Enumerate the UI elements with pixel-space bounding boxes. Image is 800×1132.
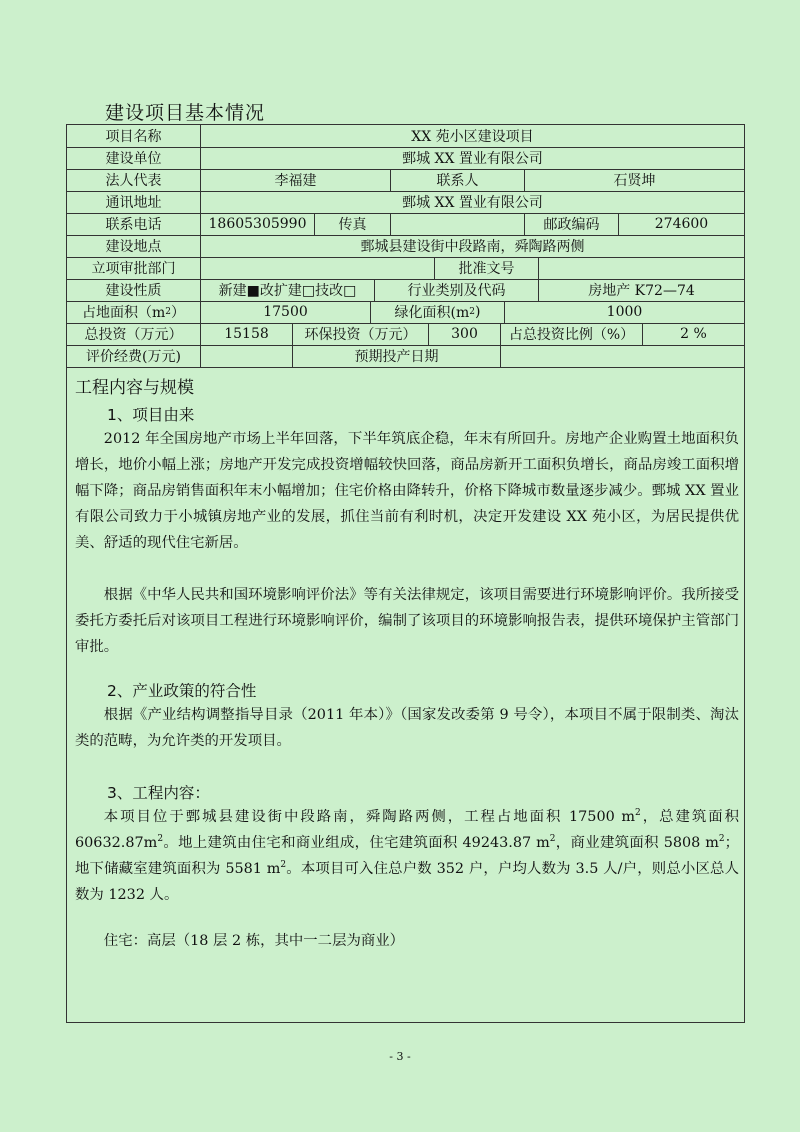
superscript: 2	[549, 834, 556, 845]
env-invest-label: 环保投资（万元）	[293, 323, 429, 345]
area-label: 占地面积（m 2 ）	[67, 301, 201, 323]
superscript: 2	[718, 834, 725, 845]
prod-date-value	[501, 345, 744, 367]
invest-value: 15158	[201, 323, 293, 345]
project-name-value: XX 苑小区建设项目	[411, 129, 534, 145]
subsection-title: 2、产业政策的符合性	[107, 682, 257, 700]
industry-value: 房地产 K72—74	[588, 283, 695, 299]
page-title: 建设项目基本情况	[105, 102, 266, 124]
paragraph-part: ，商业建筑面积 5808 m	[555, 835, 719, 851]
postcode-label: 邮政编码	[525, 213, 619, 235]
nature-value: 新建■改扩建□技改□	[201, 279, 375, 301]
table-row	[67, 279, 744, 302]
fax-label: 传真	[315, 213, 391, 235]
table-row	[67, 213, 744, 236]
table-row	[67, 345, 744, 368]
area-value: 17500	[201, 301, 371, 323]
legal-rep-label: 法人代表	[67, 169, 201, 191]
phone-value: 18605305990	[201, 213, 315, 235]
paragraph: 根据《产业结构调整指导目录（2011 年本）》（国家发改委第 9 号令），本项目不属于限制类、淘汰类的范畴，为允许类的开发项目。	[75, 707, 739, 749]
table-row	[67, 301, 744, 324]
project-name-label: 项目名称	[67, 125, 201, 147]
table-row	[67, 235, 744, 258]
legal-rep-value: 李福建	[201, 169, 391, 191]
table-row	[67, 169, 744, 192]
fee-value	[201, 345, 293, 367]
subsection-title: 3、工程内容：	[107, 784, 210, 802]
contact-label: 联系人	[391, 169, 525, 191]
contact-value: 石贤坤	[613, 173, 656, 189]
paragraph: 住宅：高层（18 层 2 栋，其中一二层为商业）	[103, 933, 405, 949]
table-row	[67, 257, 744, 280]
approval-dept-value	[201, 257, 435, 279]
subsection-title: 1、项目由来	[107, 406, 195, 424]
paragraph-part: ；地下储藏室建筑面积为 5581 m	[75, 835, 740, 877]
paragraph-part: 。地上建筑由住宅和商业组成，住宅建筑面积 49243.87 m	[163, 835, 550, 851]
prod-date-label: 预期投产日期	[293, 345, 501, 367]
env-invest-value: 300	[429, 323, 501, 345]
green-value: 1000	[606, 304, 643, 320]
paragraph-part: ，总建筑面积 60632.87m	[75, 809, 739, 851]
fee-label: 评价经费(万元)	[67, 345, 201, 367]
paragraph: 2012 年全国房地产市场上半年回落，下半年筑底企稳，年末有所回升。房地产企业购置土地面积负增长，地价小幅上涨；房地产开发完成投资增幅较快回落，商品房新开工面积负增长，商品房竣工面积增幅下降；商品房销售面积年末小幅增加；住宅价格由降转升，价格下降城市数量逐步减少。鄄城 XX 置业有限公司致力于小城镇房地产业的发展，抓住当前有利时机，决定开发建设 XX 苑小区，为居民提供优美、舒适的现代住宅新居。	[75, 431, 739, 551]
section-heading: 工程内容与规模	[75, 378, 194, 398]
builder-label: 建设单位	[67, 147, 201, 169]
postcode-value: 274600	[654, 216, 709, 232]
approval-dept-label: 立项审批部门	[67, 257, 201, 279]
site-value: 鄄城县建设街中段路南，舜陶路两侧	[360, 239, 585, 255]
approval-doc-value	[539, 257, 744, 279]
area-label-text: 占地面积（m	[81, 305, 166, 321]
address-label: 通讯地址	[67, 191, 201, 213]
paragraph	[75, 804, 739, 908]
paragraph-part: 。本项目可入住总户数 352 户，户均人数为 3.5 人/户，则总小区总人数为 1232 人。	[75, 861, 739, 903]
area-label-end: ）	[171, 305, 185, 321]
table-row	[67, 323, 744, 346]
superscript: 2	[157, 834, 164, 845]
site-label: 建设地点	[67, 235, 201, 257]
ratio-value: 2 %	[680, 326, 707, 342]
table-row	[67, 191, 744, 214]
industry-label: 行业类别及代码	[375, 279, 539, 301]
builder-value: 鄄城 XX 置业有限公司	[402, 151, 543, 167]
paragraph: 根据《中华人民共和国环境影响评价法》等有关法律规定，该项目需要进行环境影响评价。我所接受委托方委托后对该项目工程进行环境影响评价，编制了该项目的环境影响报告表，提供环境保护主管部门审批。	[75, 587, 739, 655]
fax-value	[391, 213, 525, 235]
green-label: 绿化面积(m 2 )	[371, 301, 505, 323]
page-number: - 3 -	[389, 1050, 411, 1063]
nature-label: 建设性质	[67, 279, 201, 301]
ratio-label: 占总投资比例（%）	[501, 323, 643, 345]
green-label-end: )	[475, 304, 481, 320]
table-row	[67, 147, 744, 170]
superscript: 2	[634, 808, 641, 819]
invest-label: 总投资（万元）	[67, 323, 201, 345]
address-value: 鄄城 XX 置业有限公司	[402, 195, 543, 211]
phone-label: 联系电话	[67, 213, 201, 235]
paragraph-part: 本项目位于鄄城县建设街中段路南，舜陶路两侧，工程占地面积 17500 m	[103, 809, 635, 825]
green-label-text: 绿化面积(m	[394, 305, 470, 321]
table-row	[67, 125, 744, 148]
approval-doc-label: 批准文号	[435, 257, 539, 279]
info-form	[66, 124, 745, 1023]
superscript: 2	[280, 860, 287, 871]
